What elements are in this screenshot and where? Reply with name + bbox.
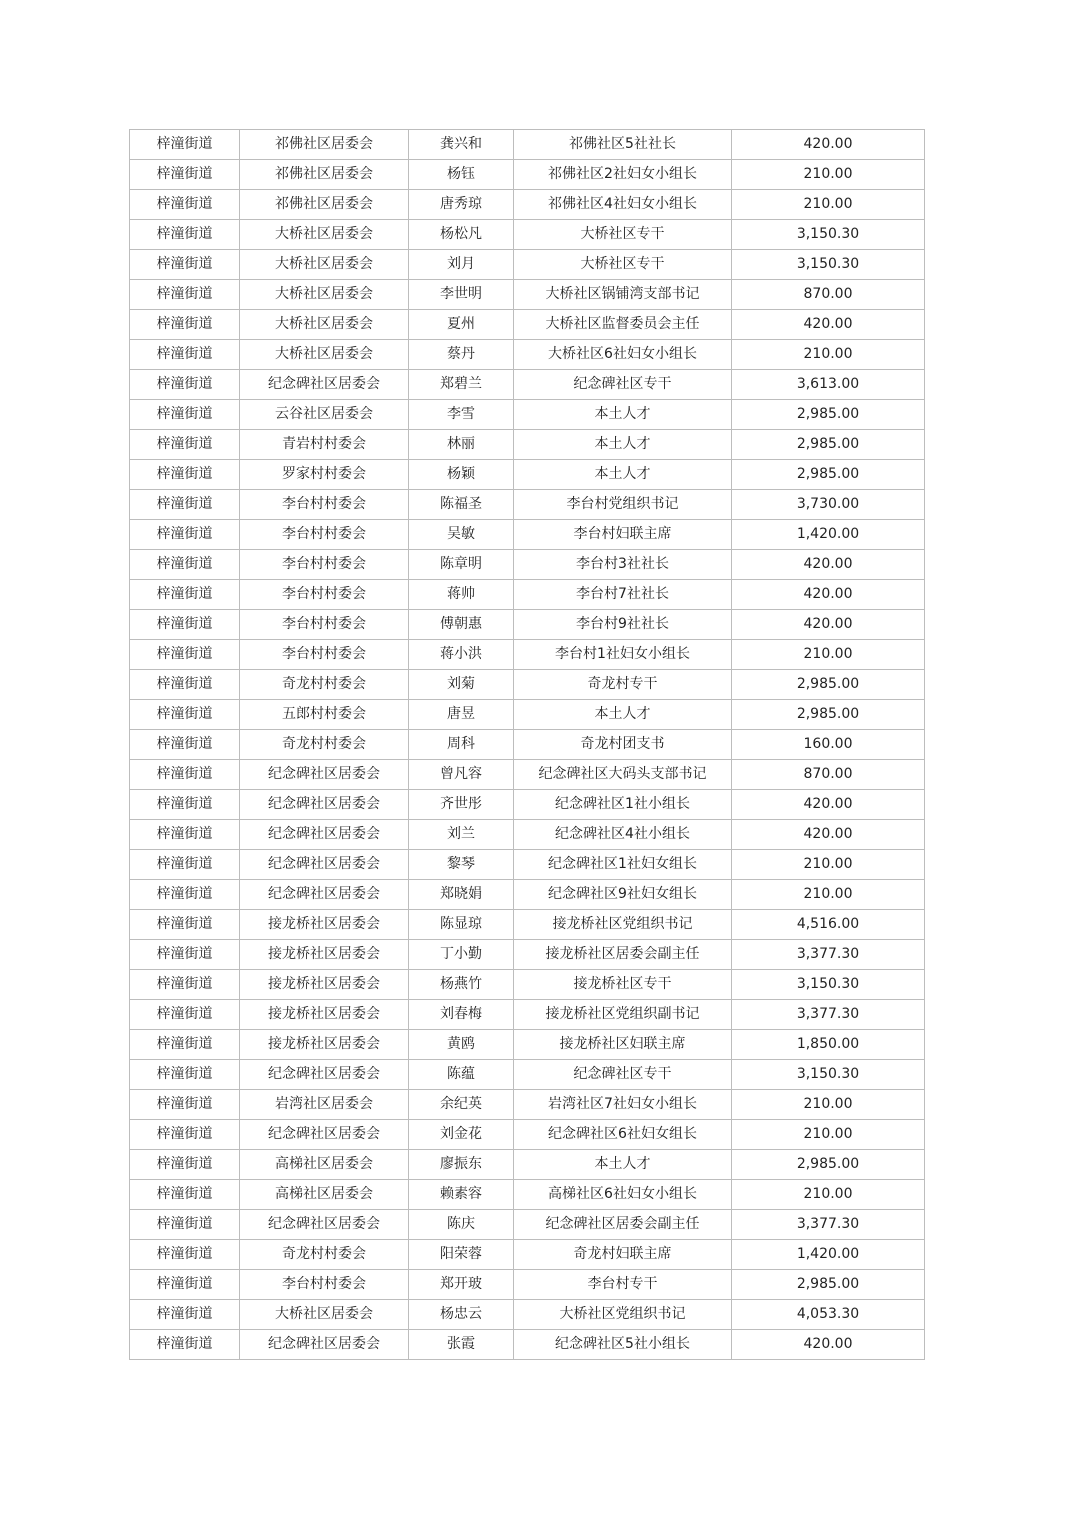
amount-cell: 210.00 [732, 340, 925, 370]
amount-cell: 3,150.30 [732, 250, 925, 280]
amount-cell: 420.00 [732, 1330, 925, 1360]
street-cell: 梓潼街道 [130, 520, 240, 550]
name-cell: 曾凡容 [409, 760, 514, 790]
committee-cell: 奇龙村村委会 [240, 670, 409, 700]
committee-cell: 纪念碑社区居委会 [240, 850, 409, 880]
amount-cell: 420.00 [732, 310, 925, 340]
street-cell: 梓潼街道 [130, 640, 240, 670]
table-row [130, 1030, 925, 1060]
committee-cell: 祁佛社区居委会 [240, 160, 409, 190]
street-cell: 梓潼街道 [130, 280, 240, 310]
position-cell: 纪念碑社区5社小组长 [514, 1330, 732, 1360]
amount-cell: 3,730.00 [732, 490, 925, 520]
position-cell: 李台村妇联主席 [514, 520, 732, 550]
name-cell: 夏州 [409, 310, 514, 340]
position-cell: 接龙桥社区妇联主席 [514, 1030, 732, 1060]
position-cell: 本土人才 [514, 700, 732, 730]
name-cell: 杨颖 [409, 460, 514, 490]
table-row [130, 130, 925, 160]
position-cell: 高梯社区6社妇女小组长 [514, 1180, 732, 1210]
position-cell: 李台村专干 [514, 1270, 732, 1300]
position-cell: 奇龙村妇联主席 [514, 1240, 732, 1270]
table-row [130, 910, 925, 940]
name-cell: 李雪 [409, 400, 514, 430]
table-row [130, 520, 925, 550]
name-cell: 廖振东 [409, 1150, 514, 1180]
table-row [130, 730, 925, 760]
street-cell: 梓潼街道 [130, 700, 240, 730]
name-cell: 刘兰 [409, 820, 514, 850]
table-row [130, 190, 925, 220]
street-cell: 梓潼街道 [130, 220, 240, 250]
amount-cell: 420.00 [732, 580, 925, 610]
table-row [130, 1000, 925, 1030]
table-row [130, 880, 925, 910]
table-row [130, 1090, 925, 1120]
committee-cell: 大桥社区居委会 [240, 1300, 409, 1330]
position-cell: 纪念碑社区居委会副主任 [514, 1210, 732, 1240]
street-cell: 梓潼街道 [130, 1270, 240, 1300]
name-cell: 黄鸥 [409, 1030, 514, 1060]
street-cell: 梓潼街道 [130, 790, 240, 820]
table-row [130, 610, 925, 640]
street-cell: 梓潼街道 [130, 1000, 240, 1030]
table-row [130, 400, 925, 430]
amount-cell: 210.00 [732, 190, 925, 220]
table-row [130, 370, 925, 400]
name-cell: 陈庆 [409, 1210, 514, 1240]
position-cell: 岩湾社区7社妇女小组长 [514, 1090, 732, 1120]
amount-cell: 420.00 [732, 790, 925, 820]
name-cell: 林丽 [409, 430, 514, 460]
table-row [130, 700, 925, 730]
street-cell: 梓潼街道 [130, 190, 240, 220]
table-row [130, 280, 925, 310]
committee-cell: 纪念碑社区居委会 [240, 1060, 409, 1090]
committee-cell: 接龙桥社区居委会 [240, 910, 409, 940]
amount-cell: 1,850.00 [732, 1030, 925, 1060]
amount-cell: 3,150.30 [732, 970, 925, 1000]
amount-cell: 210.00 [732, 160, 925, 190]
table-row [130, 1150, 925, 1180]
table-row [130, 1180, 925, 1210]
name-cell: 刘春梅 [409, 1000, 514, 1030]
position-cell: 本土人才 [514, 430, 732, 460]
amount-cell: 3,150.30 [732, 220, 925, 250]
street-cell: 梓潼街道 [130, 1060, 240, 1090]
amount-cell: 210.00 [732, 1120, 925, 1150]
position-cell: 大桥社区监督委员会主任 [514, 310, 732, 340]
position-cell: 大桥社区锅铺湾支部书记 [514, 280, 732, 310]
committee-cell: 李台村村委会 [240, 580, 409, 610]
committee-cell: 李台村村委会 [240, 640, 409, 670]
amount-cell: 2,985.00 [732, 700, 925, 730]
name-cell: 郑开玻 [409, 1270, 514, 1300]
position-cell: 纪念碑社区大码头支部书记 [514, 760, 732, 790]
name-cell: 杨燕竹 [409, 970, 514, 1000]
amount-cell: 210.00 [732, 1180, 925, 1210]
name-cell: 郑碧兰 [409, 370, 514, 400]
table-row [130, 1210, 925, 1240]
street-cell: 梓潼街道 [130, 430, 240, 460]
committee-cell: 李台村村委会 [240, 520, 409, 550]
name-cell: 陈章明 [409, 550, 514, 580]
position-cell: 大桥社区专干 [514, 220, 732, 250]
street-cell: 梓潼街道 [130, 850, 240, 880]
street-cell: 梓潼街道 [130, 310, 240, 340]
committee-cell: 罗家村村委会 [240, 460, 409, 490]
street-cell: 梓潼街道 [130, 910, 240, 940]
amount-cell: 3,613.00 [732, 370, 925, 400]
street-cell: 梓潼街道 [130, 970, 240, 1000]
street-cell: 梓潼街道 [130, 490, 240, 520]
name-cell: 张霞 [409, 1330, 514, 1360]
committee-cell: 纪念碑社区居委会 [240, 760, 409, 790]
position-cell: 接龙桥社区专干 [514, 970, 732, 1000]
position-cell: 李台村3社社长 [514, 550, 732, 580]
amount-cell: 210.00 [732, 1090, 925, 1120]
committee-cell: 青岩村村委会 [240, 430, 409, 460]
name-cell: 傅朝惠 [409, 610, 514, 640]
table-row [130, 850, 925, 880]
committee-cell: 奇龙村村委会 [240, 1240, 409, 1270]
street-cell: 梓潼街道 [130, 1030, 240, 1060]
committee-cell: 祁佛社区居委会 [240, 130, 409, 160]
committee-cell: 高梯社区居委会 [240, 1150, 409, 1180]
table-row [130, 970, 925, 1000]
name-cell: 唐秀琼 [409, 190, 514, 220]
street-cell: 梓潼街道 [130, 1300, 240, 1330]
committee-cell: 祁佛社区居委会 [240, 190, 409, 220]
table-row [130, 1330, 925, 1360]
table-row [130, 1300, 925, 1330]
table-row [130, 550, 925, 580]
committee-cell: 五郎村村委会 [240, 700, 409, 730]
committee-cell: 高梯社区居委会 [240, 1180, 409, 1210]
amount-cell: 210.00 [732, 880, 925, 910]
amount-cell: 3,377.30 [732, 1210, 925, 1240]
table-row [130, 820, 925, 850]
position-cell: 本土人才 [514, 460, 732, 490]
street-cell: 梓潼街道 [130, 1090, 240, 1120]
amount-cell: 420.00 [732, 550, 925, 580]
table-row [130, 940, 925, 970]
position-cell: 祁佛社区2社妇女小组长 [514, 160, 732, 190]
position-cell: 纪念碑社区9社妇女组长 [514, 880, 732, 910]
amount-cell: 2,985.00 [732, 1150, 925, 1180]
amount-cell: 210.00 [732, 850, 925, 880]
amount-cell: 420.00 [732, 130, 925, 160]
amount-cell: 3,377.30 [732, 1000, 925, 1030]
amount-cell: 4,053.30 [732, 1300, 925, 1330]
position-cell: 大桥社区专干 [514, 250, 732, 280]
amount-cell: 210.00 [732, 640, 925, 670]
position-cell: 大桥社区党组织书记 [514, 1300, 732, 1330]
position-cell: 纪念碑社区专干 [514, 1060, 732, 1090]
street-cell: 梓潼街道 [130, 1150, 240, 1180]
name-cell: 龚兴和 [409, 130, 514, 160]
amount-cell: 3,377.30 [732, 940, 925, 970]
table-row [130, 1240, 925, 1270]
street-cell: 梓潼街道 [130, 550, 240, 580]
amount-cell: 2,985.00 [732, 460, 925, 490]
committee-cell: 纪念碑社区居委会 [240, 1330, 409, 1360]
street-cell: 梓潼街道 [130, 820, 240, 850]
amount-cell: 2,985.00 [732, 430, 925, 460]
committee-cell: 大桥社区居委会 [240, 250, 409, 280]
committee-cell: 接龙桥社区居委会 [240, 970, 409, 1000]
position-cell: 纪念碑社区4社小组长 [514, 820, 732, 850]
committee-cell: 接龙桥社区居委会 [240, 1030, 409, 1060]
position-cell: 大桥社区6社妇女小组长 [514, 340, 732, 370]
street-cell: 梓潼街道 [130, 940, 240, 970]
committee-cell: 纪念碑社区居委会 [240, 790, 409, 820]
table-row [130, 160, 925, 190]
position-cell: 纪念碑社区1社小组长 [514, 790, 732, 820]
position-cell: 李台村党组织书记 [514, 490, 732, 520]
amount-cell: 3,150.30 [732, 1060, 925, 1090]
name-cell: 丁小勤 [409, 940, 514, 970]
table-row [130, 1270, 925, 1300]
name-cell: 陈蕴 [409, 1060, 514, 1090]
name-cell: 蒋小洪 [409, 640, 514, 670]
committee-cell: 岩湾社区居委会 [240, 1090, 409, 1120]
committee-cell: 纪念碑社区居委会 [240, 1120, 409, 1150]
position-cell: 本土人才 [514, 1150, 732, 1180]
amount-cell: 420.00 [732, 610, 925, 640]
amount-cell: 870.00 [732, 760, 925, 790]
table-row [130, 640, 925, 670]
street-cell: 梓潼街道 [130, 580, 240, 610]
committee-cell: 纪念碑社区居委会 [240, 820, 409, 850]
street-cell: 梓潼街道 [130, 1330, 240, 1360]
amount-cell: 4,516.00 [732, 910, 925, 940]
street-cell: 梓潼街道 [130, 1120, 240, 1150]
position-cell: 李台村7社社长 [514, 580, 732, 610]
street-cell: 梓潼街道 [130, 370, 240, 400]
table-row [130, 490, 925, 520]
name-cell: 蔡丹 [409, 340, 514, 370]
position-cell: 纪念碑社区6社妇女组长 [514, 1120, 732, 1150]
street-cell: 梓潼街道 [130, 400, 240, 430]
position-cell: 李台村9社社长 [514, 610, 732, 640]
committee-cell: 接龙桥社区居委会 [240, 1000, 409, 1030]
name-cell: 陈显琼 [409, 910, 514, 940]
street-cell: 梓潼街道 [130, 250, 240, 280]
position-cell: 接龙桥社区党组织书记 [514, 910, 732, 940]
street-cell: 梓潼街道 [130, 610, 240, 640]
name-cell: 刘金花 [409, 1120, 514, 1150]
position-cell: 祁佛社区4社妇女小组长 [514, 190, 732, 220]
amount-cell: 1,420.00 [732, 520, 925, 550]
committee-cell: 云谷社区居委会 [240, 400, 409, 430]
amount-cell: 420.00 [732, 820, 925, 850]
street-cell: 梓潼街道 [130, 730, 240, 760]
position-cell: 接龙桥社区党组织副书记 [514, 1000, 732, 1030]
table-row [130, 1120, 925, 1150]
amount-cell: 2,985.00 [732, 400, 925, 430]
street-cell: 梓潼街道 [130, 340, 240, 370]
table-row [130, 340, 925, 370]
street-cell: 梓潼街道 [130, 1210, 240, 1240]
position-cell: 李台村1社妇女小组长 [514, 640, 732, 670]
street-cell: 梓潼街道 [130, 1180, 240, 1210]
name-cell: 吴敏 [409, 520, 514, 550]
table-row [130, 1060, 925, 1090]
name-cell: 郑晓娟 [409, 880, 514, 910]
position-cell: 纪念碑社区专干 [514, 370, 732, 400]
committee-cell: 李台村村委会 [240, 610, 409, 640]
name-cell: 杨忠云 [409, 1300, 514, 1330]
amount-cell: 2,985.00 [732, 1270, 925, 1300]
committee-cell: 奇龙村村委会 [240, 730, 409, 760]
committee-cell: 接龙桥社区居委会 [240, 940, 409, 970]
committee-cell: 李台村村委会 [240, 490, 409, 520]
data-table [129, 129, 925, 1360]
committee-cell: 大桥社区居委会 [240, 310, 409, 340]
committee-cell: 纪念碑社区居委会 [240, 1210, 409, 1240]
name-cell: 刘月 [409, 250, 514, 280]
street-cell: 梓潼街道 [130, 130, 240, 160]
position-cell: 本土人才 [514, 400, 732, 430]
position-cell: 奇龙村专干 [514, 670, 732, 700]
name-cell: 杨钰 [409, 160, 514, 190]
name-cell: 周科 [409, 730, 514, 760]
name-cell: 杨松凡 [409, 220, 514, 250]
name-cell: 刘菊 [409, 670, 514, 700]
committee-cell: 纪念碑社区居委会 [240, 880, 409, 910]
committee-cell: 纪念碑社区居委会 [240, 370, 409, 400]
name-cell: 李世明 [409, 280, 514, 310]
name-cell: 阳荣蓉 [409, 1240, 514, 1270]
amount-cell: 870.00 [732, 280, 925, 310]
street-cell: 梓潼街道 [130, 1240, 240, 1270]
name-cell: 唐昱 [409, 700, 514, 730]
committee-cell: 李台村村委会 [240, 1270, 409, 1300]
table-row [130, 790, 925, 820]
name-cell: 余纪英 [409, 1090, 514, 1120]
table-body [130, 130, 925, 1360]
amount-cell: 2,985.00 [732, 670, 925, 700]
table-row [130, 670, 925, 700]
amount-cell: 1,420.00 [732, 1240, 925, 1270]
name-cell: 陈福圣 [409, 490, 514, 520]
table-row [130, 760, 925, 790]
street-cell: 梓潼街道 [130, 160, 240, 190]
name-cell: 蒋帅 [409, 580, 514, 610]
street-cell: 梓潼街道 [130, 460, 240, 490]
name-cell: 黎琴 [409, 850, 514, 880]
committee-cell: 大桥社区居委会 [240, 280, 409, 310]
street-cell: 梓潼街道 [130, 760, 240, 790]
table-row [130, 220, 925, 250]
name-cell: 赖素容 [409, 1180, 514, 1210]
table-row [130, 430, 925, 460]
table-row [130, 310, 925, 340]
table-row [130, 460, 925, 490]
committee-cell: 大桥社区居委会 [240, 220, 409, 250]
street-cell: 梓潼街道 [130, 670, 240, 700]
street-cell: 梓潼街道 [130, 880, 240, 910]
position-cell: 接龙桥社区居委会副主任 [514, 940, 732, 970]
committee-cell: 李台村村委会 [240, 550, 409, 580]
amount-cell: 160.00 [732, 730, 925, 760]
position-cell: 纪念碑社区1社妇女组长 [514, 850, 732, 880]
position-cell: 奇龙村团支书 [514, 730, 732, 760]
name-cell: 齐世彤 [409, 790, 514, 820]
table-row [130, 580, 925, 610]
committee-cell: 大桥社区居委会 [240, 340, 409, 370]
position-cell: 祁佛社区5社社长 [514, 130, 732, 160]
table-row [130, 250, 925, 280]
